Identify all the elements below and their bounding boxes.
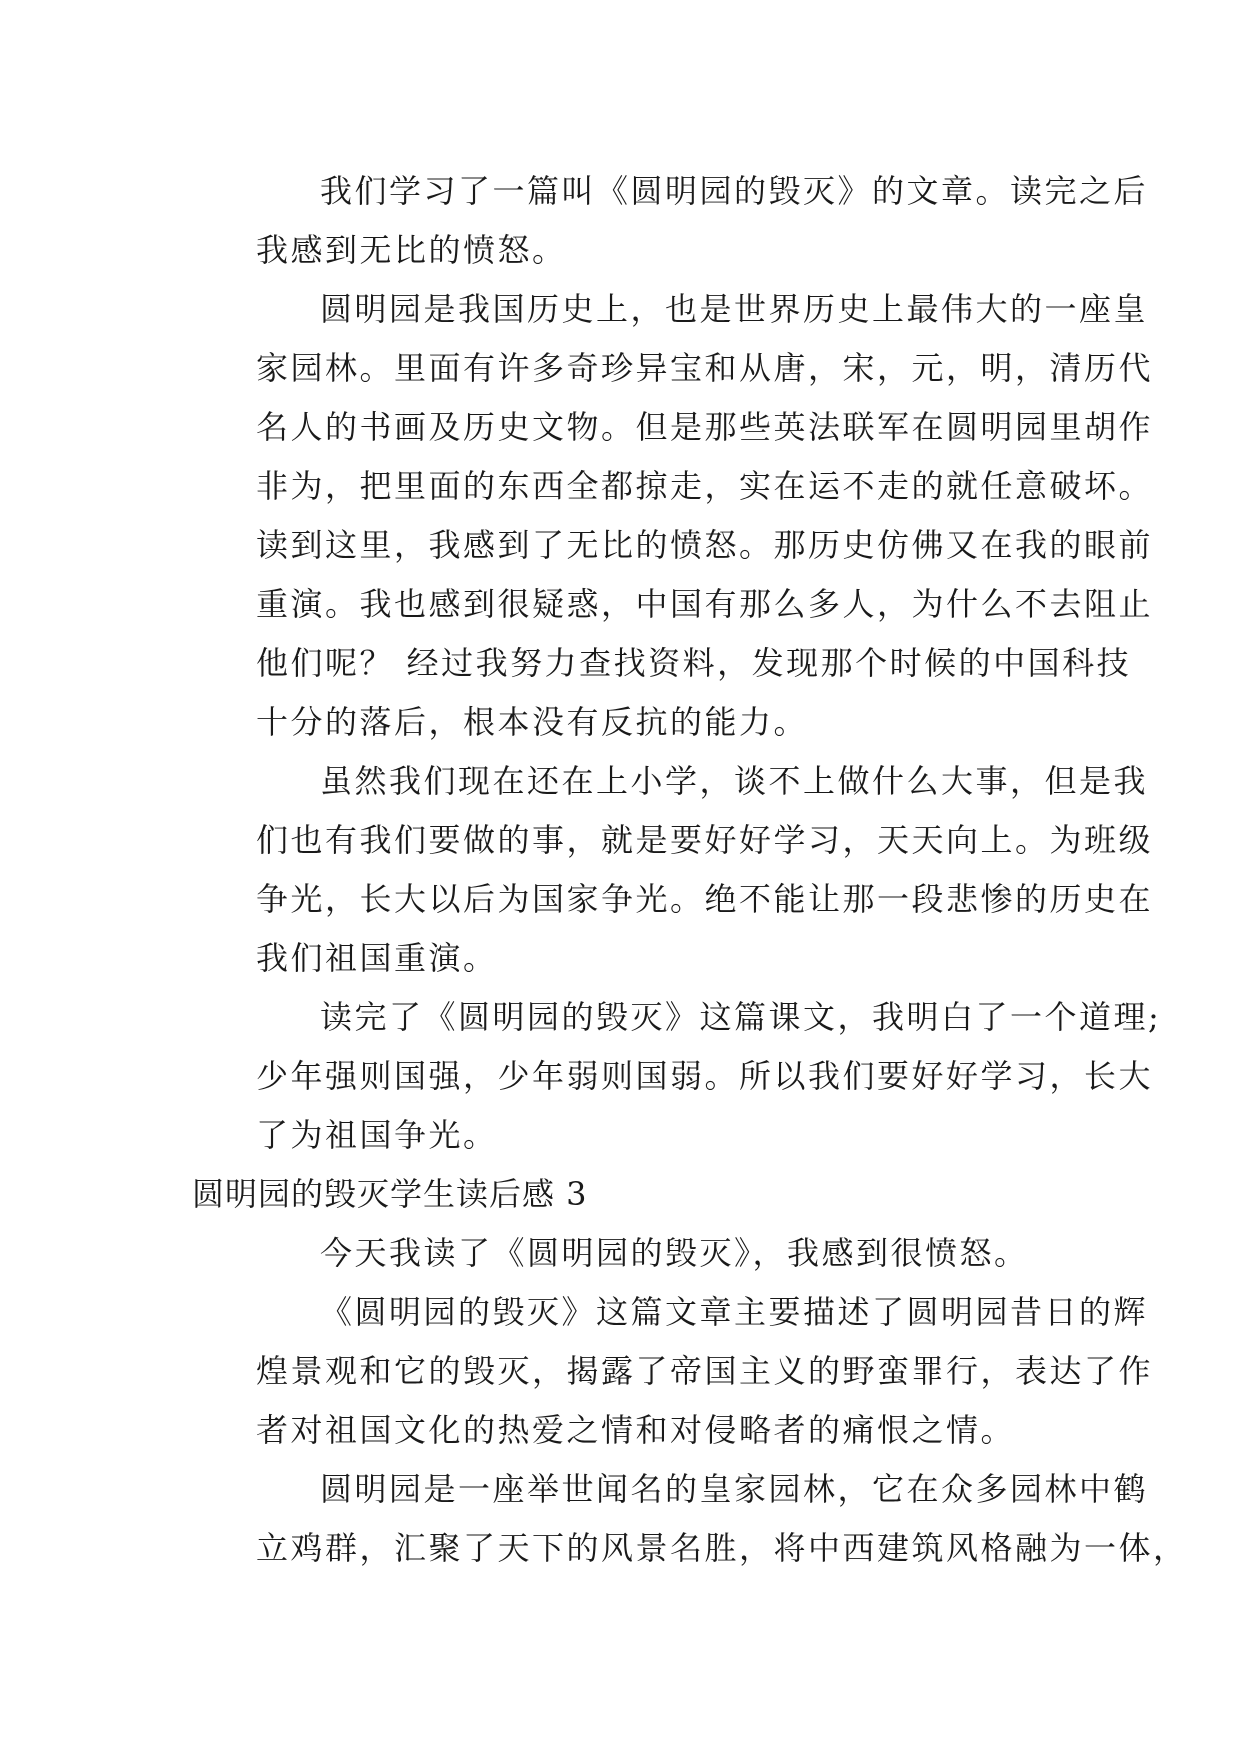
text-line: 争光，长大以后为国家争光。绝不能让那一段悲惨的历史在 bbox=[256, 880, 1154, 918]
text-line: 读完了《圆明园的毁灭》这篇课文，我明白了一个道理; bbox=[320, 998, 1162, 1036]
document-page bbox=[192, 162, 1188, 1578]
text-line: 我们祖国重演。 bbox=[256, 939, 498, 977]
text-line: 读到这里，我感到了无比的愤怒。那历史仿佛又在我的眼前 bbox=[256, 526, 1154, 564]
text-line: 们也有我们要做的事，就是要好好学习，天天向上。为班级 bbox=[256, 821, 1154, 859]
text-line: 十分的落后，根本没有反抗的能力。 bbox=[256, 703, 809, 741]
paragraph-7 bbox=[192, 1460, 1188, 1578]
text-line: 我感到无比的愤怒。 bbox=[256, 231, 567, 269]
section-heading-text: 圆明园的毁灭学生读后感 3 bbox=[192, 1175, 588, 1213]
text-line: 者对祖国文化的热爱之情和对侵略者的痛恨之情。 bbox=[256, 1411, 1016, 1449]
text-line: 圆明园是一座举世闻名的皇家园林，它在众多园林中鹤 bbox=[320, 1470, 1149, 1508]
text-line: 少年强则国强，少年弱则国弱。所以我们要好好学习，长大 bbox=[256, 1057, 1154, 1095]
text-line: 我们学习了一篇叫《圆明园的毁灭》的文章。读完之后 bbox=[320, 172, 1149, 210]
paragraph-5 bbox=[192, 1224, 1050, 1283]
text-line: 煌景观和它的毁灭，揭露了帝国主义的野蛮罪行，表达了作 bbox=[256, 1352, 1154, 1390]
paragraph-2 bbox=[192, 280, 1154, 752]
text-line: 他们呢？ 经过我努力查找资料，发现那个时候的中国科技 bbox=[256, 644, 1132, 682]
section-heading bbox=[192, 1165, 1050, 1224]
text-line: 重演。我也感到很疑惑，中国有那么多人，为什么不去阻止 bbox=[256, 585, 1154, 623]
text-line: 家园林。里面有许多奇珍异宝和从唐，宋，元，明，清历代 bbox=[256, 349, 1154, 387]
paragraph-1 bbox=[192, 162, 1149, 280]
paragraph-3 bbox=[192, 752, 1154, 988]
text-line: 立鸡群，汇聚了天下的风景名胜，将中西建筑风格融为一体， bbox=[256, 1529, 1188, 1567]
text-line: 《圆明园的毁灭》这篇文章主要描述了圆明园昔日的辉 bbox=[320, 1293, 1149, 1331]
text-line: 圆明园是我国历史上，也是世界历史上最伟大的一座皇 bbox=[320, 290, 1149, 328]
text-line: 虽然我们现在还在上小学，谈不上做什么大事，但是我 bbox=[320, 762, 1149, 800]
paragraph-4 bbox=[192, 988, 1162, 1165]
text-line: 名人的书画及历史文物。但是那些英法联军在圆明园里胡作 bbox=[256, 408, 1154, 446]
text-line: 今天我读了《圆明园的毁灭》，我感到很愤怒。 bbox=[320, 1234, 1029, 1272]
text-line: 了为祖国争光。 bbox=[256, 1116, 498, 1154]
text-line: 非为，把里面的东西全都掠走，实在运不走的就任意破坏。 bbox=[256, 467, 1154, 505]
paragraph-6 bbox=[192, 1283, 1154, 1460]
